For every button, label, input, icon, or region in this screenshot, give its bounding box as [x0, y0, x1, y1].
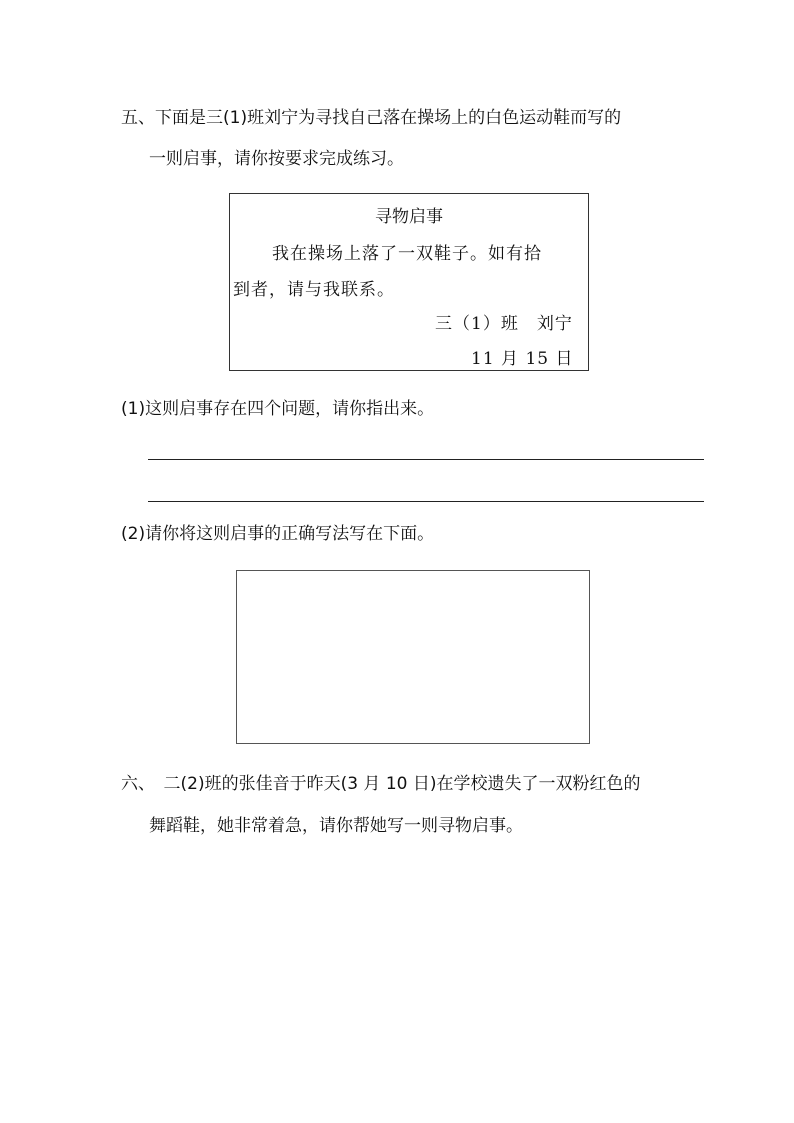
sub-question-1: (1)这则启事存在四个问题，请你指出来。	[121, 399, 435, 419]
answer-write-box[interactable]	[236, 570, 590, 744]
notice-body-line-2: 到者，请与我联系。	[233, 280, 395, 300]
q5-line-1: 五、下面是三(1)班刘宁为寻找自己落在操场上的白色运动鞋而写的	[121, 108, 622, 128]
notice-signature: 三（1）班 刘宁	[435, 314, 573, 334]
q5-line-2: 一则启事，请你按要求完成练习。	[149, 149, 404, 169]
notice-title: 寻物启事	[375, 207, 443, 227]
notice-body-line-1: 我在操场上落了一双鞋子。如有拾	[272, 244, 542, 264]
lost-notice-box	[229, 193, 589, 371]
sub-question-2: (2)请你将这则启事的正确写法写在下面。	[121, 524, 435, 544]
q6-line-1: 六、 二(2)班的张佳音于昨天(3 月 10 日)在学校遗失了一双粉红色的	[121, 774, 641, 794]
answer-line-1[interactable]	[148, 459, 704, 460]
answer-line-2[interactable]	[148, 501, 704, 502]
notice-date: 11 月 15 日	[471, 349, 574, 369]
q6-line-2: 舞蹈鞋，她非常着急，请你帮她写一则寻物启事。	[149, 816, 523, 836]
